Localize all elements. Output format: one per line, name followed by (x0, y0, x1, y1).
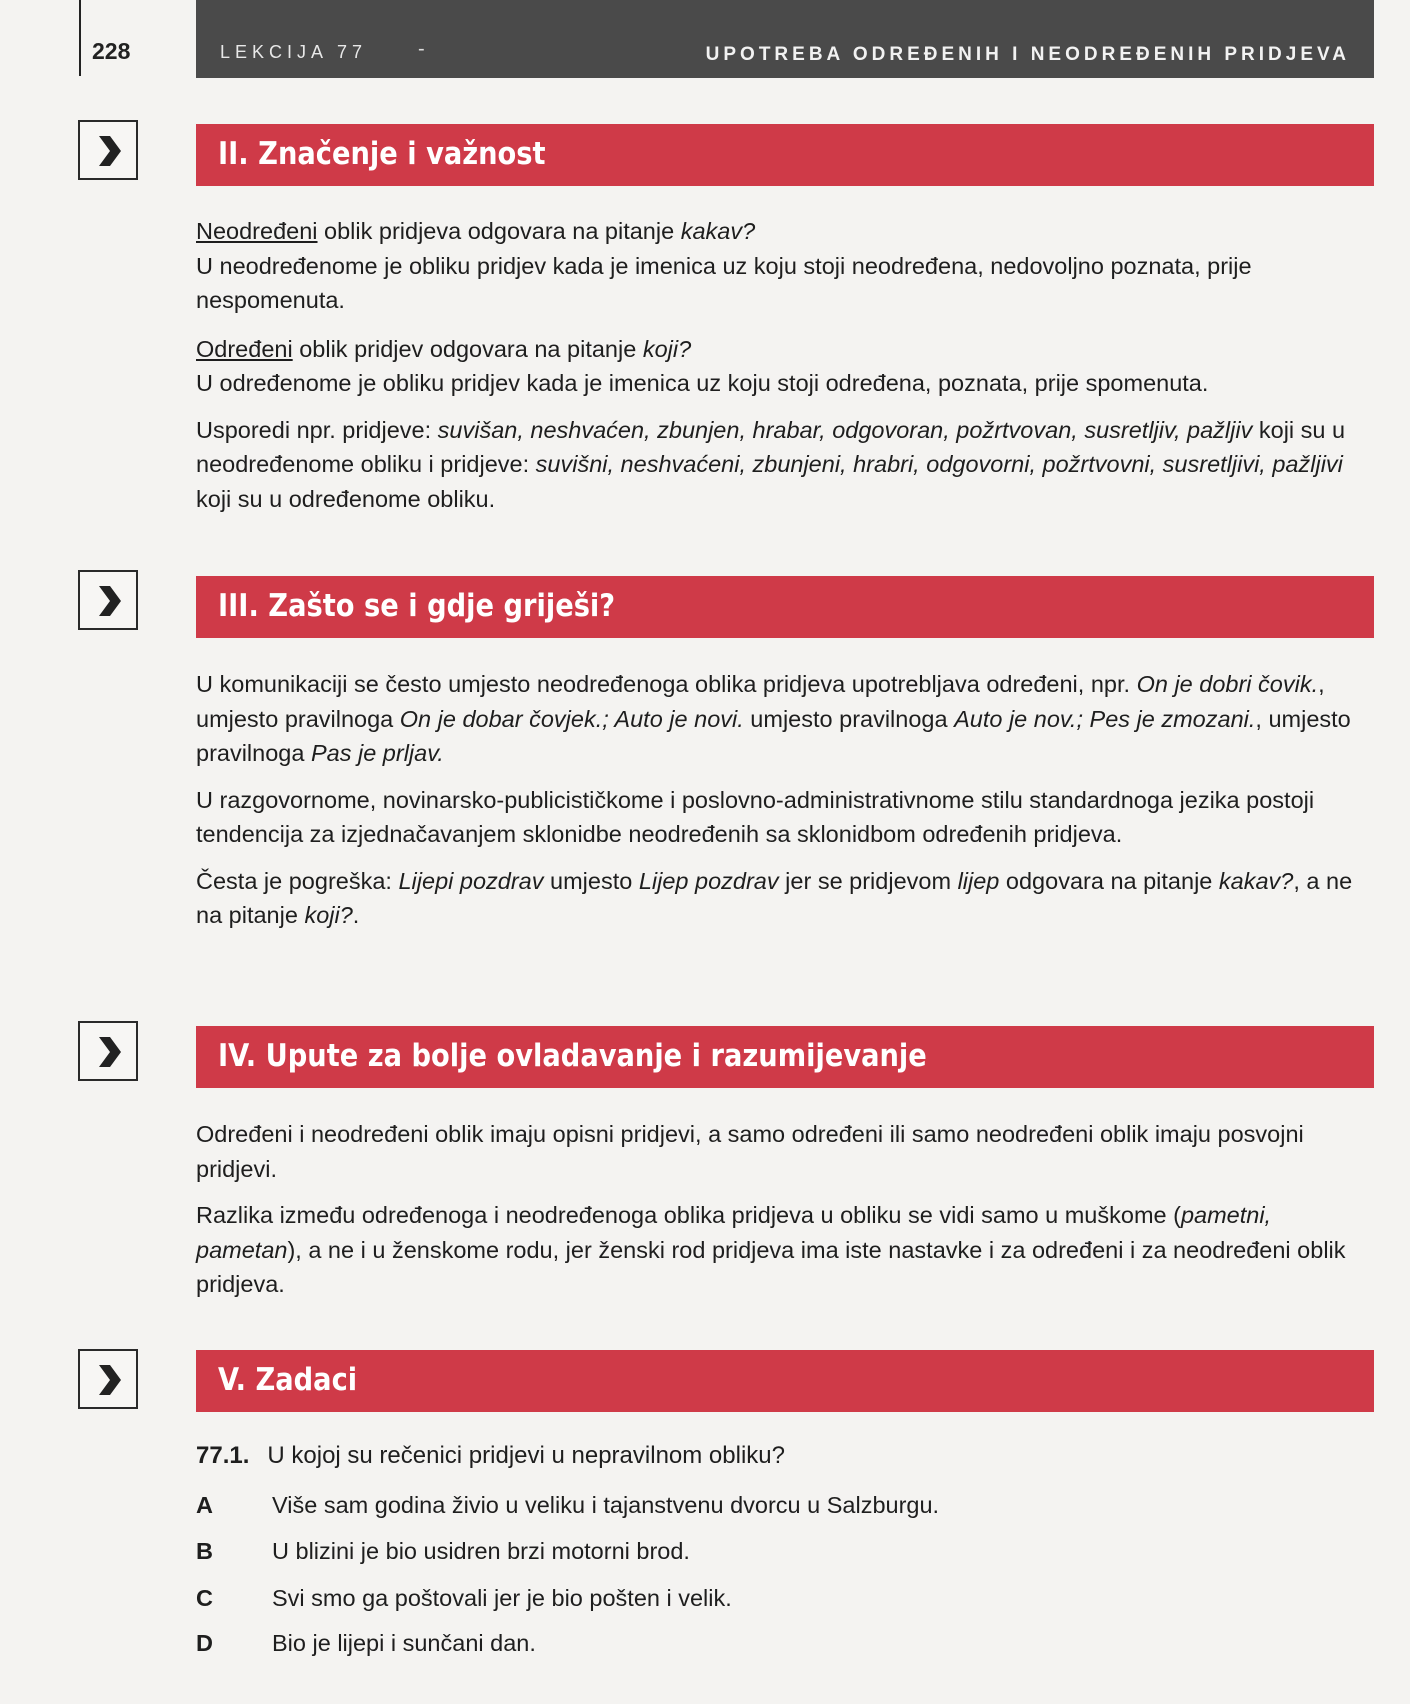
text-run: U komunikaciji se često umjesto neodređenoga oblika pridjeva upotrebljava određeni, npr. (196, 671, 1137, 697)
section-header-5 (196, 1350, 1374, 1412)
term-odredeni: Određeni (196, 335, 293, 362)
italic-run: kakav? (1218, 867, 1294, 894)
section-3-body (196, 667, 1376, 933)
italic-run: lijep (957, 867, 1000, 894)
section-title: IV. Upute za bolje ovladavanje i razumijevanje (218, 1038, 927, 1074)
text-run: koji su u neodređenome obliku i pridjeve: (196, 416, 1346, 477)
option-text: Svi smo ga poštovali jer je bio pošten i velik. (272, 1585, 732, 1611)
text-run: oblik pridjev odgovara na pitanje (292, 335, 643, 362)
text-run: odgovara na pitanje (999, 867, 1219, 894)
text-run: Česta je pogreška: (196, 867, 399, 894)
option-b[interactable] (196, 1538, 690, 1565)
text-run: umjesto pravilnoga (743, 705, 955, 732)
section-arrow-icon (78, 120, 138, 180)
italic-run: suvišni, neshvaćeni, zbunjeni, hrabri, odgovorni, požrtvovni, susretljivi, pažljivi (535, 451, 1343, 477)
option-letter: D (196, 1630, 213, 1656)
text-run: jer se pridjevom (778, 867, 958, 894)
text-run: Razlika između određenoga i neodređenoga oblika pridjeva u obliku se vidi samo u muškome ( (196, 1202, 1181, 1228)
text-run: . (352, 902, 360, 928)
text-run: , a ne na pitanje (196, 867, 1353, 928)
paragraph: U određenome je obliku pridjev kada je imenica uz koju stoji određena, poznata, prije spomenuta. (196, 370, 1209, 396)
italic-run: On je dobri čovik. (1136, 671, 1319, 697)
section-header-3 (196, 576, 1374, 638)
text-run: oblik pridjeva odgovara na pitanje (317, 218, 681, 244)
italic-run: koji? (642, 335, 692, 362)
page-edge-rule (79, 0, 81, 76)
section-4-body (196, 1117, 1376, 1302)
section-arrow-icon (78, 1021, 138, 1081)
section-arrow-icon (78, 1349, 138, 1409)
text-run: umjesto (543, 867, 639, 894)
option-letter: C (196, 1585, 213, 1611)
italic-run: Lijepi pozdrav (398, 867, 544, 894)
option-a[interactable] (196, 1492, 939, 1519)
italic-run: suvišan, neshvaćen, zbunjen, hrabar, odgovoran, požrtvovan, susretljiv, pažljiv (437, 416, 1253, 443)
task-question (196, 1442, 785, 1470)
paragraph: U razgovornome, novinarsko-publicističkome i poslovno-administrativnome stilu standardnoga jezika postoji tendencija za izjednačavanjem sklonidbe neodređenih sa sklonidbom određenih pridjeva. (196, 786, 1315, 847)
task-number: 77.1. (196, 1442, 250, 1469)
section-header-2 (196, 124, 1374, 186)
option-text: Bio je lijepi i sunčani dan. (272, 1630, 536, 1656)
paragraph: Određeni i neodređeni oblik imaju opisni pridjevi, a samo određeni ili samo neodređeni oblik imaju posvojni pridjevi. (196, 1121, 1304, 1182)
option-text: U blizini je bio usidren brzi motorni brod. (272, 1538, 690, 1564)
task-question-text: U kojoj su rečenici pridjevi u nepravilnom obliku? (267, 1442, 785, 1469)
lesson-header-bar (196, 0, 1374, 78)
option-c[interactable] (196, 1585, 732, 1612)
italic-run: Auto je nov.; Pes je zmozani. (954, 705, 1256, 732)
option-letter: A (196, 1492, 213, 1518)
term-neodredeni: Neodređeni (196, 218, 318, 244)
text-run: Usporedi npr. pridjeve: (196, 416, 438, 443)
section-arrow-icon (78, 570, 138, 630)
italic-run: On je dobar čovjek.; Auto je novi. (399, 705, 744, 732)
italic-run: Pas je prljav. (310, 740, 444, 766)
page-number: 228 (92, 38, 131, 64)
section-title: III. Zašto se i gdje griješi? (218, 588, 616, 624)
paragraph: U neodređenome je obliku pridjev kada je imenica uz koju stoji neodređena, nedovoljno poznata, prije nespomenuta. (196, 252, 1252, 313)
italic-run: Lijep pozdrav (638, 867, 779, 894)
header-dash: - (418, 38, 425, 60)
italic-run: kakav? (680, 218, 756, 244)
lesson-topic: UPOTREBA ODREĐENIH I NEODREĐENIH PRIDJEVA (705, 44, 1350, 65)
option-d[interactable] (196, 1630, 536, 1657)
italic-run: pametni, pametan (196, 1202, 1272, 1263)
section-title: V. Zadaci (218, 1362, 358, 1398)
section-header-4 (196, 1026, 1374, 1088)
section-2-body (196, 214, 1376, 516)
lesson-label: LEKCIJA 77 (220, 42, 368, 62)
italic-run: koji? (304, 902, 353, 928)
text-run: ), a ne i u ženskome rodu, jer ženski rod pridjeva ima iste nastavke i za određeni i za neodređeni oblik pridjeva. (196, 1236, 1346, 1297)
text-run: , umjesto pravilnoga (196, 705, 1351, 766)
section-title: II. Značenje i važnost (218, 136, 546, 172)
text-run: koji su u određenome obliku. (196, 485, 496, 512)
option-letter: B (196, 1538, 213, 1564)
text-run: , umjesto pravilnoga (196, 671, 1325, 732)
option-text: Više sam godina živio u veliku i tajanstvenu dvorcu u Salzburgu. (272, 1492, 940, 1518)
